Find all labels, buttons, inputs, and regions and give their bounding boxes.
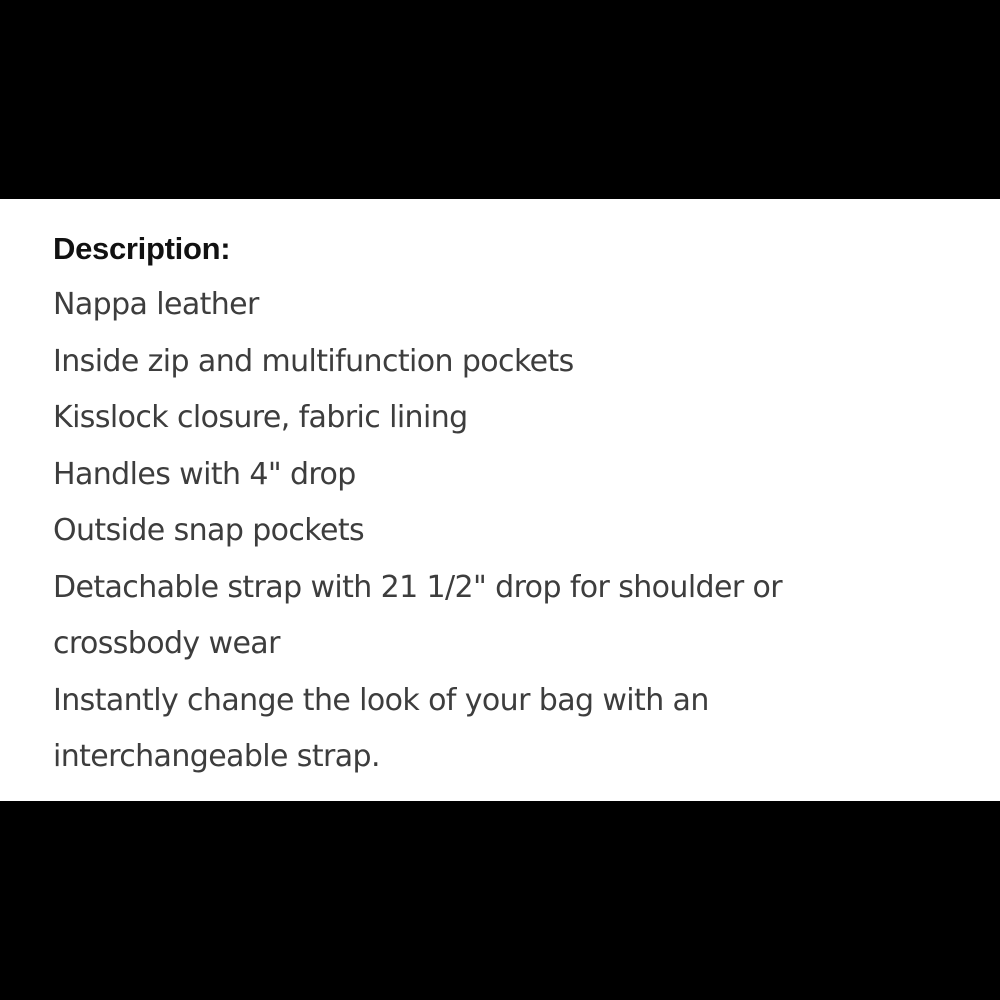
description-line-4: Handles with 4" drop	[53, 456, 356, 492]
description-line-3: Kisslock closure, fabric lining	[53, 400, 468, 435]
description-line-2: Inside zip and multifunction pockets	[53, 343, 574, 379]
top-black-bar	[0, 0, 1000, 199]
description-line-6: Detachable strap with 21 1/2" drop for shoulder or	[53, 569, 783, 605]
description-line-7: crossbody wear	[53, 626, 280, 661]
description-panel	[0, 199, 1000, 801]
description-line-8: Instantly change the look of your bag with an	[53, 682, 709, 718]
description-line-9: interchangeable strap.	[53, 739, 380, 774]
description-line-1: Nappa leather	[53, 287, 259, 322]
description-content	[53, 221, 953, 786]
description-lines	[53, 277, 953, 786]
description-heading: Description:	[53, 231, 231, 266]
description-line-5: Outside snap pockets	[53, 513, 365, 548]
bottom-black-bar	[0, 801, 1000, 1000]
